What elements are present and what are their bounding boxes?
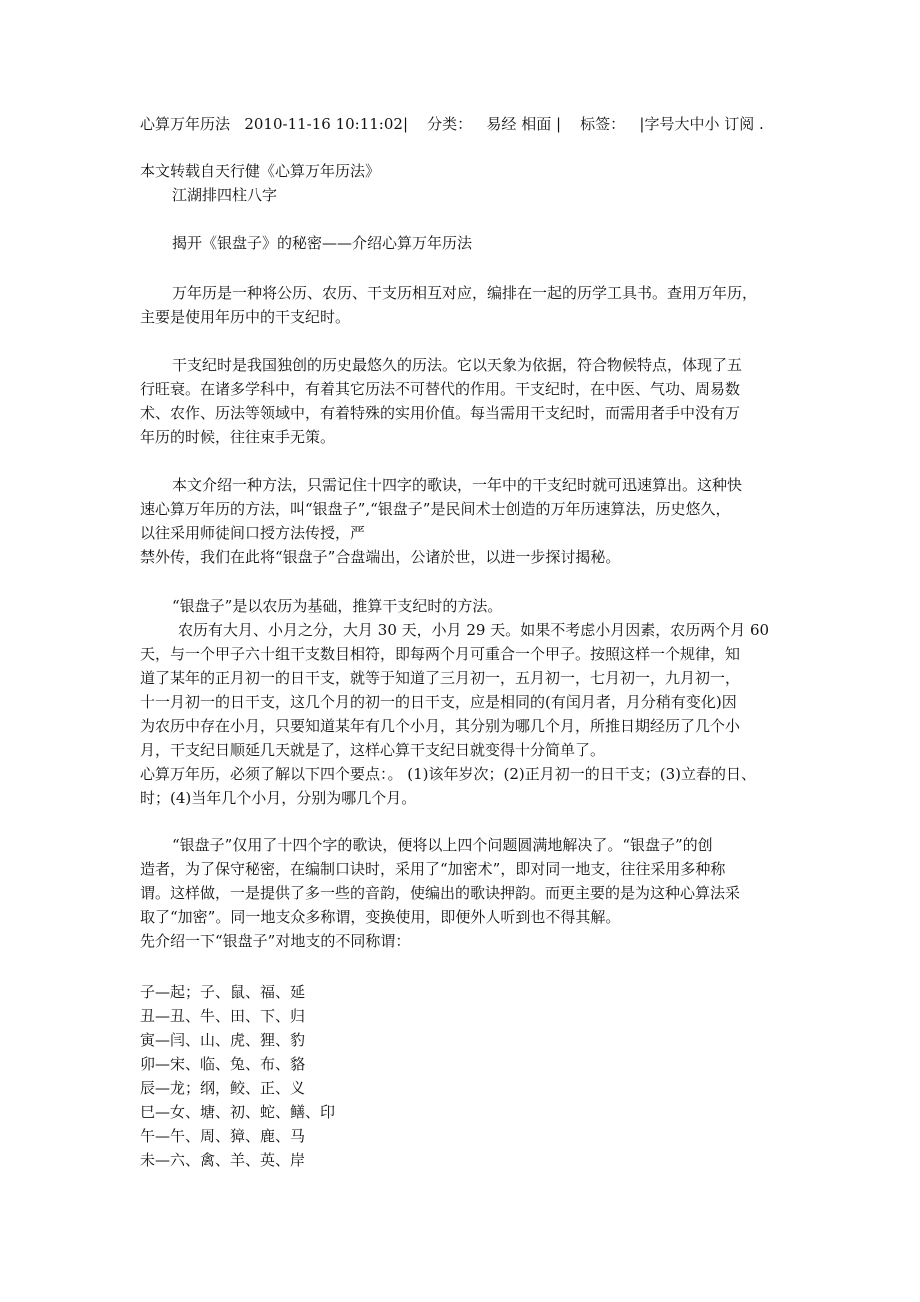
list-item: 丑—丑、牛、田、下、归 xyxy=(140,1007,306,1025)
para3-line: 以往采用师徒间口授方法传授，严 xyxy=(140,524,366,542)
para4-line: 十一月初一的日干支，这几个月的初一的日干支，应是相同的(有闰月者，月分稍有变化)因 xyxy=(140,693,737,711)
para2-line: 术、农作、历法等领域中，有着特殊的实用价值。每当需用干支纪时，而需用者手中没有万 xyxy=(140,404,741,422)
list-item: 卯—宋、临、兔、布、貉 xyxy=(140,1055,306,1073)
para5-line: “银盘子”仅用了十四个字的歌诀，便将以上四个问题圆满地解决了。“银盘子”的创 xyxy=(172,836,713,854)
para4-line: 为农历中存在小月，只要知道某年有几个小月，其分别为哪几个月，所推日期经历了几个小 xyxy=(140,717,741,735)
list-item: 未—六、禽、羊、英、岸 xyxy=(140,1151,306,1169)
para2-line: 年历的时候，往往束手无策。 xyxy=(140,428,336,446)
list-item: 寅—闫、山、虎、狸、豹 xyxy=(140,1031,306,1049)
category-value[interactable]: 易经 相面 | xyxy=(486,115,562,133)
para3-line: 本文介绍一种方法，只需记住十四字的歌诀，一年中的干支纪时就可迅速算出。这种快 xyxy=(172,476,743,494)
list-item: 午—午、周、獐、鹿、马 xyxy=(140,1127,306,1145)
para5-line: 先介绍一下“银盘子”对地支的不同称谓： xyxy=(140,932,411,950)
para4-line: 道了某年的正月初一的日干支，就等于知道了三月初一，五月初一，七月初一，九月初一， xyxy=(140,669,741,687)
para5-line: 造者，为了保守秘密，在编制口诀时，采用了“加密术”，即对同一地支，往往采用多种称 xyxy=(140,860,726,878)
header-tools[interactable]: |字号大中小 订阅 . xyxy=(639,115,764,133)
para3-line: 禁外传，我们在此将“银盘子”合盘端出，公诸於世，以进一步探讨揭秘。 xyxy=(140,548,621,566)
para2-line: 干支纪时是我国独创的历史最悠久的历法。它以天象为依据，符合物候特点，体现了五 xyxy=(172,356,743,374)
tags-label: 标签： xyxy=(580,115,626,133)
list-item: 巳—女、塘、初、蛇、鳝、印 xyxy=(140,1103,336,1121)
para4-line: “银盘子”是以农历为基础，推算干支纪时的方法。 xyxy=(172,597,503,615)
para1-line: 万年历是一种将公历、农历、干支历相互对应，编排在一起的历学工具书。查用万年历， xyxy=(172,284,758,302)
para4-line: 时；(4)当年几个小月，分别为哪几个月。 xyxy=(140,789,417,807)
category-label: 分类： xyxy=(427,115,473,133)
para4-line: 月，干支纪日顺延几天就是了，这样心算干支纪日就变得十分简单了。 xyxy=(140,741,606,759)
para1-line: 主要是使用年历中的干支纪时。 xyxy=(140,308,351,326)
para4-line: 农历有大月、小月之分，大月 30 天，小月 29 天。如果不考虑小月因素，农历两个月 60 xyxy=(178,621,770,639)
post-datetime: 2010-11-16 10:11:02| xyxy=(244,115,409,133)
source-line: 本文转载自天行健《心算万年历法》 xyxy=(140,162,381,180)
para5-line: 谓。这样做，一是提供了多一些的音韵，使编出的歌诀押韵。而更主要的是为这种心算法采 xyxy=(140,884,741,902)
para2-line: 行旺衰。在诸多学科中，有着其它历法不可替代的作用。干支纪时，在中医、气功、周易数 xyxy=(140,380,741,398)
post-header xyxy=(140,112,764,136)
list-item: 辰—龙；纲，鲛、正、义 xyxy=(140,1079,306,1097)
para4-line: 心算万年历，必须了解以下四个要点：。 (1)该年岁次；(2)正月初一的日干支；(3)立春的日、 xyxy=(140,765,757,783)
para5-line: 取了“加密”。同一地支众多称谓，变换使用，即便外人听到也不得其解。 xyxy=(140,908,621,926)
para3-line: 速心算万年历的方法，叫“银盘子”,“银盘子”是民间术士创造的万年历速算法，历史悠久， xyxy=(140,500,731,518)
article-title: 揭开《银盘子》的秘密——介绍心算万年历法 xyxy=(172,234,473,252)
para4-line: 天，与一个甲子六十组干支数目相符，即每两个月可重合一个甲子。按照这样一个规律，知 xyxy=(140,645,741,663)
source-sub: 江湖排四柱八字 xyxy=(172,186,278,204)
post-title: 心算万年历法 xyxy=(140,115,231,133)
list-item: 子—起；子、鼠、福、延 xyxy=(140,983,306,1001)
